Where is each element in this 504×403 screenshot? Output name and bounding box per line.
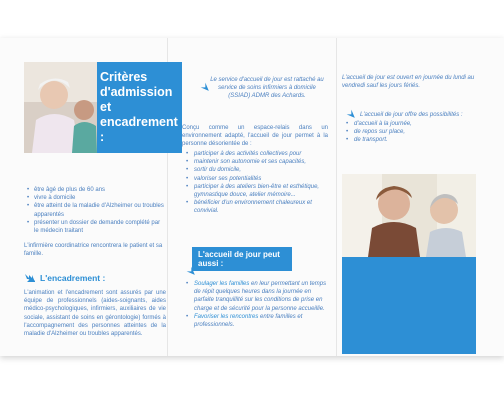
criteria-title: Critères d'admission et encadrement :	[100, 70, 178, 144]
benefit-strong: Favoriser les rencontres	[194, 313, 259, 320]
peut-aussi-box	[192, 247, 292, 271]
arrow-icon	[342, 105, 356, 119]
list-item: • d'accueil à la journée,	[342, 120, 478, 128]
list-item: • maintenir son autonomie et ses capacités,	[182, 158, 328, 166]
benefit-strong: Soulager les familles	[194, 281, 250, 287]
service-intro: Le service d'accueil de jour est rattaché au service de soins infirmiers à domicile (SSIAD) ADMR des Achards.	[210, 77, 324, 100]
seniors-photo	[342, 174, 476, 257]
list-item: • présenter un dossier de demande complété par le médecin traitant	[24, 219, 166, 235]
list-item: • être atteint de la maladie d'Alzheimer ou troubles apparentés	[24, 202, 166, 218]
caregiver-photo	[24, 62, 97, 153]
list-item: • bénéficier d'un environnement chaleureux et convivial.	[182, 199, 328, 215]
list-item: • être âgé de plus de 60 ans	[24, 186, 166, 194]
arrow-icon	[196, 78, 210, 92]
list-item: • de repos sur place,	[342, 128, 478, 136]
criteria-title-box	[97, 62, 182, 153]
list-item	[182, 313, 328, 329]
peut-aussi-title: L'accueil de jour peut aussi :	[198, 250, 280, 268]
encadrement-text: L'animation et l'encadrement sont assurés par une équipe de professionnels (aides-soignants, aides médico-psychologiques, infirmiers, auxiliaires de vie sociale, assistant de soins en gérontologie) formés à l'accompagnement des personnes atteintes de la maladie d'Alzheimer ou troubles apparentés.	[24, 290, 166, 338]
activities-list	[182, 150, 328, 216]
benefit-text: en leur permettant un temps de répit quelques heures dans la journée en parfaite tranquillité sur les conditions de prise en charge et de sécurité pour la personne accueillie.	[194, 281, 327, 312]
nurse-note: L'infirmière coordinatrice rencontrera le patient et sa famille.	[24, 243, 163, 258]
accent-block	[342, 257, 476, 354]
opening-hours: L'accueil de jour est ouvert en journée du lundi au vendredi sauf les jours fériés.	[342, 75, 475, 90]
concept-paragraph: Conçu comme un espace-relais dans un environnement adapté, l'accueil de jour permet à la personne désorientée de :	[182, 125, 328, 148]
criteria-list	[24, 186, 166, 235]
possibilities-list	[342, 120, 478, 145]
list-item: • sortir du domicile,	[182, 166, 328, 174]
list-item: • participer à des activités collectives pour	[182, 150, 328, 158]
fold-line	[336, 38, 337, 356]
list-item: • de transport.	[342, 136, 478, 144]
list-item	[182, 280, 328, 313]
list-item: • participer à des ateliers bien-être et esthétique, gymnastique douce, atelier mémoire...	[182, 183, 328, 199]
arrow-icon	[182, 262, 196, 276]
possibilities-heading: L'accueil de jour offre des possibilités :	[360, 112, 463, 118]
encadrement-heading: L'encadrement :	[40, 273, 106, 283]
benefit-text: entre familles et professionnels.	[194, 313, 303, 329]
list-item: • valoriser ses potentialités	[182, 175, 328, 183]
list-item: • vivre à domicile	[24, 194, 166, 202]
arrow-icon	[24, 271, 36, 283]
benefits-list	[182, 280, 328, 329]
